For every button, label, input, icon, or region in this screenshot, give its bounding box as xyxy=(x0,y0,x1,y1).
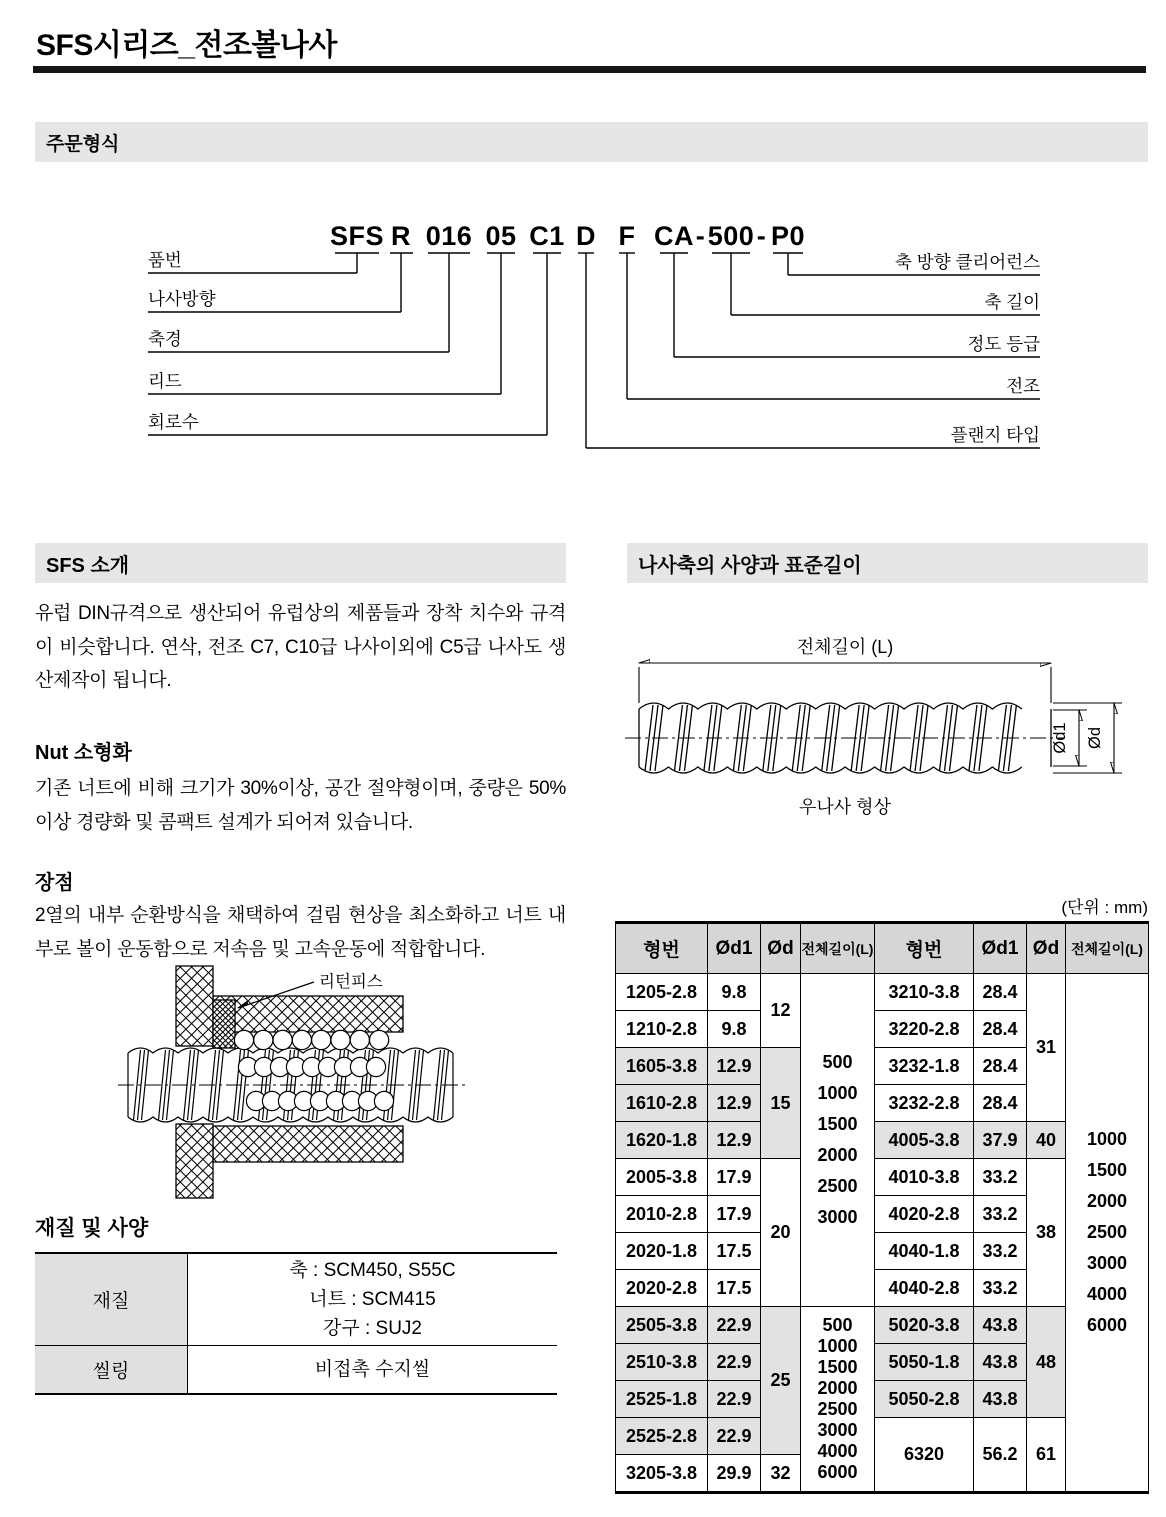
materials-spec-table xyxy=(35,1252,557,1395)
size-cell: 3220-2.8 xyxy=(875,1011,974,1048)
order-label-circuits: 회로수 xyxy=(148,412,199,432)
spec-values-material xyxy=(188,1253,558,1345)
size-cell: 43.8 xyxy=(974,1381,1027,1418)
nut-body-bottom xyxy=(213,1126,403,1162)
spec-label-sealing: 씰링 xyxy=(35,1345,188,1394)
size-cell: 15 xyxy=(761,1048,801,1159)
order-code-diagram xyxy=(0,0,1166,470)
size-cell: 32 xyxy=(761,1455,801,1493)
size-cell: 12.9 xyxy=(708,1048,761,1085)
size-cell: 61 xyxy=(1027,1418,1066,1493)
size-cell: 9.8 xyxy=(708,974,761,1011)
size-cell: 20 xyxy=(761,1159,801,1307)
size-cell: 28.4 xyxy=(974,974,1027,1011)
length-value: 6000 xyxy=(1086,1315,1128,1335)
size-cell: 1610-2.8 xyxy=(616,1085,708,1122)
nut-compact-heading: Nut 소형화 xyxy=(35,742,132,764)
size-cell: 9.8 xyxy=(708,1011,761,1048)
return-piece xyxy=(213,1000,235,1048)
code-segment-rolled: F xyxy=(618,221,636,251)
length-value: 2500 xyxy=(1086,1222,1128,1242)
order-label-shaft-length: 축 길이 xyxy=(984,292,1040,312)
code-segment-diameter: 016 xyxy=(425,221,473,251)
shaft-size-table xyxy=(615,921,1149,1494)
size-cell: 43.8 xyxy=(974,1344,1027,1381)
size-cell: 17.5 xyxy=(708,1233,761,1270)
spec-value: 축 : SCM450, S55C xyxy=(289,1259,456,1281)
total-length-label: 전체길이 (L) xyxy=(796,637,894,657)
code-separator: - xyxy=(756,221,767,251)
table-row xyxy=(35,1253,557,1345)
d-label: Ød xyxy=(1086,726,1104,750)
code-segment-series: SFS xyxy=(329,221,385,251)
size-cell: 33.2 xyxy=(974,1270,1027,1307)
size-col-header: Ød xyxy=(761,923,801,974)
section-header-order-format-label: 주문형식 xyxy=(46,133,120,155)
size-cell: 4040-2.8 xyxy=(875,1270,974,1307)
spec-label-material: 재질 xyxy=(35,1253,188,1345)
size-cell: 25 xyxy=(761,1307,801,1455)
length-value: 4000 xyxy=(1086,1284,1128,1304)
code-segment-clearance: P0 xyxy=(770,221,806,251)
ball xyxy=(254,1030,273,1049)
unit-note: (단위 : mm) xyxy=(1061,898,1148,917)
size-cell: 17.9 xyxy=(708,1196,761,1233)
order-label-accuracy-grade: 정도 등급 xyxy=(967,334,1040,354)
length-value: 2500 xyxy=(817,1399,858,1419)
ball xyxy=(312,1030,331,1049)
length-value: 3000 xyxy=(817,1207,858,1227)
advantage-paragraph: 2열의 내부 순환방식을 채택하여 걸림 현상을 최소화하고 너트 내부로 볼이 운동함으로 저속음 및 고속운동에 적합합니다. xyxy=(35,905,566,960)
size-cell: 29.9 xyxy=(708,1455,761,1493)
spec-values-sealing xyxy=(188,1345,558,1394)
size-cell: 28.4 xyxy=(974,1085,1027,1122)
size-cell: 33.2 xyxy=(974,1233,1027,1270)
length-value: 1000 xyxy=(817,1336,858,1356)
size-cell: 5020-3.8 xyxy=(875,1307,974,1344)
spec-value: 강구 : SUJ2 xyxy=(322,1317,422,1339)
length-value: 2000 xyxy=(1086,1191,1128,1211)
length-values-cell xyxy=(1066,974,1149,1493)
code-separator: - xyxy=(695,221,706,251)
length-values-cell xyxy=(801,974,875,1307)
advantage-heading: 장점 xyxy=(35,872,74,894)
ball xyxy=(350,1030,369,1049)
ball xyxy=(234,1030,253,1049)
size-cell: 22.9 xyxy=(708,1344,761,1381)
size-cell: 2510-3.8 xyxy=(616,1344,708,1381)
size-cell: 5050-2.8 xyxy=(875,1381,974,1418)
size-col-header: Ød xyxy=(1027,923,1066,974)
flange-top xyxy=(176,966,213,1046)
length-value: 1500 xyxy=(817,1114,858,1134)
size-cell: 1620-1.8 xyxy=(616,1122,708,1159)
length-value: 2500 xyxy=(817,1176,858,1196)
size-cell: 3205-3.8 xyxy=(616,1455,708,1493)
ball xyxy=(292,1030,311,1049)
table-row xyxy=(616,974,1149,1011)
size-cell: 2020-1.8 xyxy=(616,1233,708,1270)
recirculating-balls xyxy=(234,1030,393,1110)
size-col-header: 형번 xyxy=(875,923,974,974)
size-cell: 4010-3.8 xyxy=(875,1159,974,1196)
order-label-flange-type: 플랜지 타입 xyxy=(950,425,1040,445)
flange-bottom xyxy=(176,1124,213,1198)
ball-nut-cross-section-diagram xyxy=(118,950,518,1200)
size-cell: 43.8 xyxy=(974,1307,1027,1344)
size-cell: 2010-2.8 xyxy=(616,1196,708,1233)
ball xyxy=(374,1091,393,1110)
size-col-header: 형번 xyxy=(616,923,708,974)
size-cell: 31 xyxy=(1027,974,1066,1122)
size-cell: 22.9 xyxy=(708,1418,761,1455)
spec-value: 너트 : SCM415 xyxy=(309,1288,436,1310)
nut-body-top xyxy=(213,996,403,1032)
materials-heading: 재질 및 사양 xyxy=(35,1217,149,1240)
size-cell: 48 xyxy=(1027,1307,1066,1418)
size-cell: 4040-1.8 xyxy=(875,1233,974,1270)
size-cell: 5050-1.8 xyxy=(875,1344,974,1381)
length-value: 3000 xyxy=(817,1420,858,1440)
section-header-sfs-intro-label: SFS 소개 xyxy=(46,554,130,577)
size-cell: 2505-3.8 xyxy=(616,1307,708,1344)
section-header-sfs-intro xyxy=(35,543,566,583)
length-value: 4000 xyxy=(817,1441,858,1461)
length-value: 6000 xyxy=(817,1462,858,1482)
size-cell: 17.9 xyxy=(708,1159,761,1196)
size-cell: 2525-2.8 xyxy=(616,1418,708,1455)
order-label-shaft-diameter: 축경 xyxy=(148,329,182,349)
size-cell: 1210-2.8 xyxy=(616,1011,708,1048)
size-cell: 3232-1.8 xyxy=(875,1048,974,1085)
ball xyxy=(331,1030,350,1049)
order-label-lead: 리드 xyxy=(148,371,182,391)
size-cell: 6320 xyxy=(875,1418,974,1493)
size-cell: 28.4 xyxy=(974,1048,1027,1085)
length-value: 1500 xyxy=(1086,1160,1128,1180)
return-piece-label: 리턴피스 xyxy=(319,973,383,991)
code-segment-circuits: C1 xyxy=(529,221,565,251)
intro-paragraph: 유럽 DIN규격으로 생산되어 유럽상의 제품들과 장착 치수와 규격이 비슷합니다. 연삭, 전조 C7, C10급 나사이외에 C5급 나사도 생산제작이 됩니다. xyxy=(35,603,566,691)
size-cell: 2525-1.8 xyxy=(616,1381,708,1418)
order-label-axial-clearance: 축 방향 클리어런스 xyxy=(895,252,1040,272)
length-value: 3000 xyxy=(1086,1253,1128,1273)
code-segment-accuracy: CA xyxy=(654,221,694,251)
spec-value: 비접촉 수지씰 xyxy=(314,1358,431,1380)
ball xyxy=(273,1030,292,1049)
table-row xyxy=(35,1345,557,1394)
size-cell: 22.9 xyxy=(708,1381,761,1418)
section-header-shaft-spec-label: 나사축의 사양과 표준길이 xyxy=(638,554,862,577)
length-value: 2000 xyxy=(817,1145,858,1165)
ball xyxy=(366,1057,385,1076)
size-table-header xyxy=(616,923,1149,974)
size-cell: 2005-3.8 xyxy=(616,1159,708,1196)
length-value: 1000 xyxy=(817,1083,858,1103)
code-segment-direction: R xyxy=(391,221,411,251)
screw-shaft-length-diagram xyxy=(617,623,1148,823)
length-values-cell xyxy=(801,1307,875,1493)
size-cell: 2020-2.8 xyxy=(616,1270,708,1307)
nut-compact-paragraph: 기존 너트에 비해 크기가 30%이상, 공간 절약형이며, 중량은 50% 이상 경량화 및 콤팩트 설계가 되어져 있습니다. xyxy=(35,778,566,833)
size-cell: 28.4 xyxy=(974,1011,1027,1048)
size-col-header: 전체길이(L) xyxy=(801,923,875,974)
d1-label: Ød1 xyxy=(1051,722,1069,754)
length-value: 500 xyxy=(822,1315,853,1335)
size-cell: 4020-2.8 xyxy=(875,1196,974,1233)
size-cell: 3210-3.8 xyxy=(875,974,974,1011)
size-col-header: Ød1 xyxy=(974,923,1027,974)
size-cell: 38 xyxy=(1027,1159,1066,1307)
order-left-connectors xyxy=(148,253,547,435)
length-value: 1500 xyxy=(817,1357,858,1377)
size-cell: 33.2 xyxy=(974,1196,1027,1233)
size-cell: 4005-3.8 xyxy=(875,1122,974,1159)
page-title: SFS시리즈_전조볼나사 xyxy=(36,29,337,62)
section-header-shaft-spec xyxy=(627,543,1148,583)
size-cell: 37.9 xyxy=(974,1122,1027,1159)
code-segment-lead: 05 xyxy=(485,221,517,251)
size-col-header: 전체길이(L) xyxy=(1066,923,1149,974)
length-value: 1000 xyxy=(1086,1129,1128,1149)
length-value: 2000 xyxy=(817,1378,858,1398)
code-segment-flange: D xyxy=(576,221,596,251)
ball xyxy=(370,1030,389,1049)
code-segment-length: 500 xyxy=(707,221,755,251)
size-cell: 56.2 xyxy=(974,1418,1027,1493)
size-cell: 1605-3.8 xyxy=(616,1048,708,1085)
size-cell: 3232-2.8 xyxy=(875,1085,974,1122)
length-value: 500 xyxy=(822,1052,853,1072)
size-cell: 40 xyxy=(1027,1122,1066,1159)
order-label-rolled: 전조 xyxy=(1006,376,1040,396)
size-col-header: Ød1 xyxy=(708,923,761,974)
right-thread-caption: 우나사 형상 xyxy=(799,797,891,817)
size-table-body xyxy=(616,974,1149,1493)
size-cell: 33.2 xyxy=(974,1159,1027,1196)
size-cell: 12.9 xyxy=(708,1085,761,1122)
size-cell: 22.9 xyxy=(708,1307,761,1344)
size-cell: 12 xyxy=(761,974,801,1048)
order-label-thread-direction: 나사방향 xyxy=(148,289,216,309)
size-cell: 12.9 xyxy=(708,1122,761,1159)
size-cell: 17.5 xyxy=(708,1270,761,1307)
order-label-part-no: 품번 xyxy=(148,250,182,270)
size-cell: 1205-2.8 xyxy=(616,974,708,1011)
